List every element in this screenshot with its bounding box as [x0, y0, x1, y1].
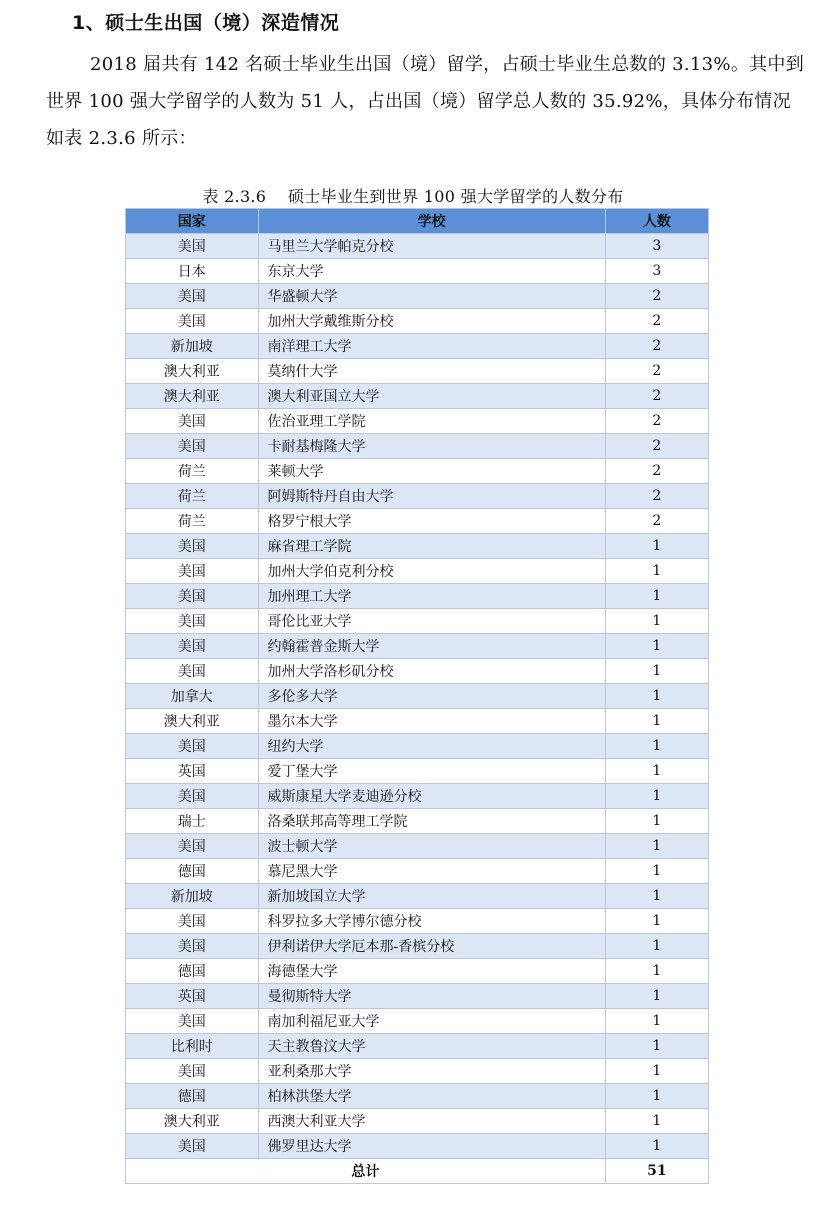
- country-cell: 美国: [126, 659, 259, 684]
- school-cell: 亚利桑那大学: [258, 1059, 605, 1084]
- school-cell: 纽约大学: [258, 734, 605, 759]
- count-cell: 2: [605, 459, 708, 484]
- table-row: [126, 409, 709, 434]
- header-count: 人数: [605, 209, 708, 234]
- table-row: [126, 384, 709, 409]
- school-cell: 墨尔本大学: [258, 709, 605, 734]
- table-row: [126, 359, 709, 384]
- country-cell: 荷兰: [126, 484, 259, 509]
- school-cell: 阿姆斯特丹自由大学: [258, 484, 605, 509]
- table-row: [126, 984, 709, 1009]
- country-cell: 美国: [126, 609, 259, 634]
- count-cell: 1: [605, 959, 708, 984]
- count-cell: 1: [605, 1009, 708, 1034]
- country-cell: 美国: [126, 559, 259, 584]
- count-cell: 1: [605, 559, 708, 584]
- count-cell: 1: [605, 759, 708, 784]
- section-heading: 1、硕士生出国（境）深造情况: [72, 12, 340, 34]
- country-cell: 澳大利亚: [126, 1109, 259, 1134]
- count-cell: 1: [605, 1084, 708, 1109]
- school-cell: 新加坡国立大学: [258, 884, 605, 909]
- table-row: [126, 809, 709, 834]
- country-cell: 瑞士: [126, 809, 259, 834]
- count-cell: 1: [605, 1134, 708, 1159]
- school-cell: 卡耐基梅隆大学: [258, 434, 605, 459]
- school-cell: 麻省理工学院: [258, 534, 605, 559]
- count-cell: 2: [605, 434, 708, 459]
- table-row: [126, 859, 709, 884]
- table-row: [126, 884, 709, 909]
- table-caption: 表 2.3.6 硕士毕业生到世界 100 强大学留学的人数分布: [202, 187, 624, 206]
- table-row: [126, 759, 709, 784]
- header-school: 学校: [258, 209, 605, 234]
- count-cell: 1: [605, 709, 708, 734]
- country-cell: 美国: [126, 1134, 259, 1159]
- school-cell: 加州大学戴维斯分校: [258, 309, 605, 334]
- section-paragraph: 2018 届共有 142 名硕士毕业生出国（境）留学，占硕士毕业生总数的 3.13%。其中到世界 100 强大学留学的人数为 51 人，占出国（境）留学总人数的 35.92%，具体分布情况如表 2.3.6 所示：: [46, 54, 805, 149]
- country-cell: 美国: [126, 284, 259, 309]
- school-cell: 加州理工大学: [258, 584, 605, 609]
- school-cell: 华盛顿大学: [258, 284, 605, 309]
- header-country: 国家: [126, 209, 259, 234]
- count-cell: 1: [605, 609, 708, 634]
- country-cell: 比利时: [126, 1034, 259, 1059]
- school-cell: 海德堡大学: [258, 959, 605, 984]
- country-cell: 荷兰: [126, 509, 259, 534]
- table-row: [126, 934, 709, 959]
- school-cell: 马里兰大学帕克分校: [258, 234, 605, 259]
- table-row: [126, 1059, 709, 1084]
- country-cell: 美国: [126, 634, 259, 659]
- country-cell: 德国: [126, 959, 259, 984]
- table-row: [126, 1034, 709, 1059]
- count-cell: 1: [605, 534, 708, 559]
- count-cell: 2: [605, 309, 708, 334]
- school-cell: 西澳大利亚大学: [258, 1109, 605, 1134]
- count-cell: 1: [605, 584, 708, 609]
- country-cell: 英国: [126, 759, 259, 784]
- count-cell: 1: [605, 734, 708, 759]
- school-cell: 波士顿大学: [258, 834, 605, 859]
- table-row: [126, 584, 709, 609]
- school-cell: 洛桑联邦高等理工学院: [258, 809, 605, 834]
- country-cell: 美国: [126, 909, 259, 934]
- table-row: [126, 959, 709, 984]
- school-cell: 格罗宁根大学: [258, 509, 605, 534]
- school-cell: 佛罗里达大学: [258, 1134, 605, 1159]
- total-label: 总计: [126, 1159, 606, 1184]
- table-row: [126, 484, 709, 509]
- school-cell: 柏林洪堡大学: [258, 1084, 605, 1109]
- count-cell: 2: [605, 484, 708, 509]
- country-cell: 美国: [126, 234, 259, 259]
- count-cell: 1: [605, 934, 708, 959]
- country-cell: 新加坡: [126, 334, 259, 359]
- country-cell: 美国: [126, 784, 259, 809]
- country-cell: 加拿大: [126, 684, 259, 709]
- count-cell: 1: [605, 1034, 708, 1059]
- table-row: [126, 834, 709, 859]
- count-cell: 1: [605, 634, 708, 659]
- country-cell: 德国: [126, 859, 259, 884]
- table-total-row: [126, 1159, 709, 1184]
- school-cell: 东京大学: [258, 259, 605, 284]
- table-row: [126, 459, 709, 484]
- school-cell: 天主教鲁汶大学: [258, 1034, 605, 1059]
- count-cell: 2: [605, 284, 708, 309]
- country-cell: 美国: [126, 409, 259, 434]
- distribution-table: [125, 208, 709, 1184]
- table-row: [126, 559, 709, 584]
- count-cell: 1: [605, 684, 708, 709]
- country-cell: 新加坡: [126, 884, 259, 909]
- country-cell: 美国: [126, 734, 259, 759]
- country-cell: 英国: [126, 984, 259, 1009]
- school-cell: 科罗拉多大学博尔德分校: [258, 909, 605, 934]
- school-cell: 加州大学洛杉矶分校: [258, 659, 605, 684]
- count-cell: 2: [605, 384, 708, 409]
- total-value: 51: [605, 1159, 708, 1184]
- country-cell: 美国: [126, 309, 259, 334]
- country-cell: 澳大利亚: [126, 359, 259, 384]
- country-cell: 美国: [126, 1009, 259, 1034]
- school-cell: 南洋理工大学: [258, 334, 605, 359]
- country-cell: 美国: [126, 934, 259, 959]
- school-cell: 加州大学伯克利分校: [258, 559, 605, 584]
- count-cell: 1: [605, 984, 708, 1009]
- table-row: [126, 659, 709, 684]
- count-cell: 3: [605, 259, 708, 284]
- school-cell: 伊利诺伊大学厄本那-香槟分校: [258, 934, 605, 959]
- table-row: [126, 284, 709, 309]
- table-row: [126, 309, 709, 334]
- count-cell: 2: [605, 334, 708, 359]
- count-cell: 1: [605, 884, 708, 909]
- table-row: [126, 734, 709, 759]
- school-cell: 哥伦比亚大学: [258, 609, 605, 634]
- count-cell: 1: [605, 909, 708, 934]
- table-row: [126, 1009, 709, 1034]
- table-row: [126, 634, 709, 659]
- count-cell: 2: [605, 509, 708, 534]
- count-cell: 1: [605, 1059, 708, 1084]
- table-row: [126, 1134, 709, 1159]
- country-cell: 荷兰: [126, 459, 259, 484]
- country-cell: 日本: [126, 259, 259, 284]
- table-row: [126, 509, 709, 534]
- table-header-row: [126, 209, 709, 234]
- table-row: [126, 1109, 709, 1134]
- school-cell: 多伦多大学: [258, 684, 605, 709]
- count-cell: 2: [605, 359, 708, 384]
- school-cell: 莱顿大学: [258, 459, 605, 484]
- table-row: [126, 234, 709, 259]
- school-cell: 南加利福尼亚大学: [258, 1009, 605, 1034]
- country-cell: 美国: [126, 584, 259, 609]
- country-cell: 澳大利亚: [126, 709, 259, 734]
- country-cell: 澳大利亚: [126, 384, 259, 409]
- table-row: [126, 434, 709, 459]
- school-cell: 澳大利亚国立大学: [258, 384, 605, 409]
- table-body: [126, 234, 709, 1159]
- table-row: [126, 259, 709, 284]
- school-cell: 爱丁堡大学: [258, 759, 605, 784]
- table-row: [126, 909, 709, 934]
- table-row: [126, 334, 709, 359]
- country-cell: 美国: [126, 1059, 259, 1084]
- country-cell: 德国: [126, 1084, 259, 1109]
- country-cell: 美国: [126, 434, 259, 459]
- school-cell: 莫纳什大学: [258, 359, 605, 384]
- count-cell: 1: [605, 1109, 708, 1134]
- table-row: [126, 784, 709, 809]
- school-cell: 慕尼黑大学: [258, 859, 605, 884]
- school-cell: 约翰霍普金斯大学: [258, 634, 605, 659]
- school-cell: 曼彻斯特大学: [258, 984, 605, 1009]
- count-cell: 1: [605, 834, 708, 859]
- table-row: [126, 684, 709, 709]
- school-cell: 威斯康星大学麦迪逊分校: [258, 784, 605, 809]
- count-cell: 3: [605, 234, 708, 259]
- count-cell: 1: [605, 659, 708, 684]
- count-cell: 1: [605, 809, 708, 834]
- table-row: [126, 609, 709, 634]
- table-row: [126, 534, 709, 559]
- count-cell: 1: [605, 859, 708, 884]
- table-row: [126, 1084, 709, 1109]
- country-cell: 美国: [126, 834, 259, 859]
- count-cell: 2: [605, 409, 708, 434]
- school-cell: 佐治亚理工学院: [258, 409, 605, 434]
- country-cell: 美国: [126, 534, 259, 559]
- count-cell: 1: [605, 784, 708, 809]
- table-row: [126, 709, 709, 734]
